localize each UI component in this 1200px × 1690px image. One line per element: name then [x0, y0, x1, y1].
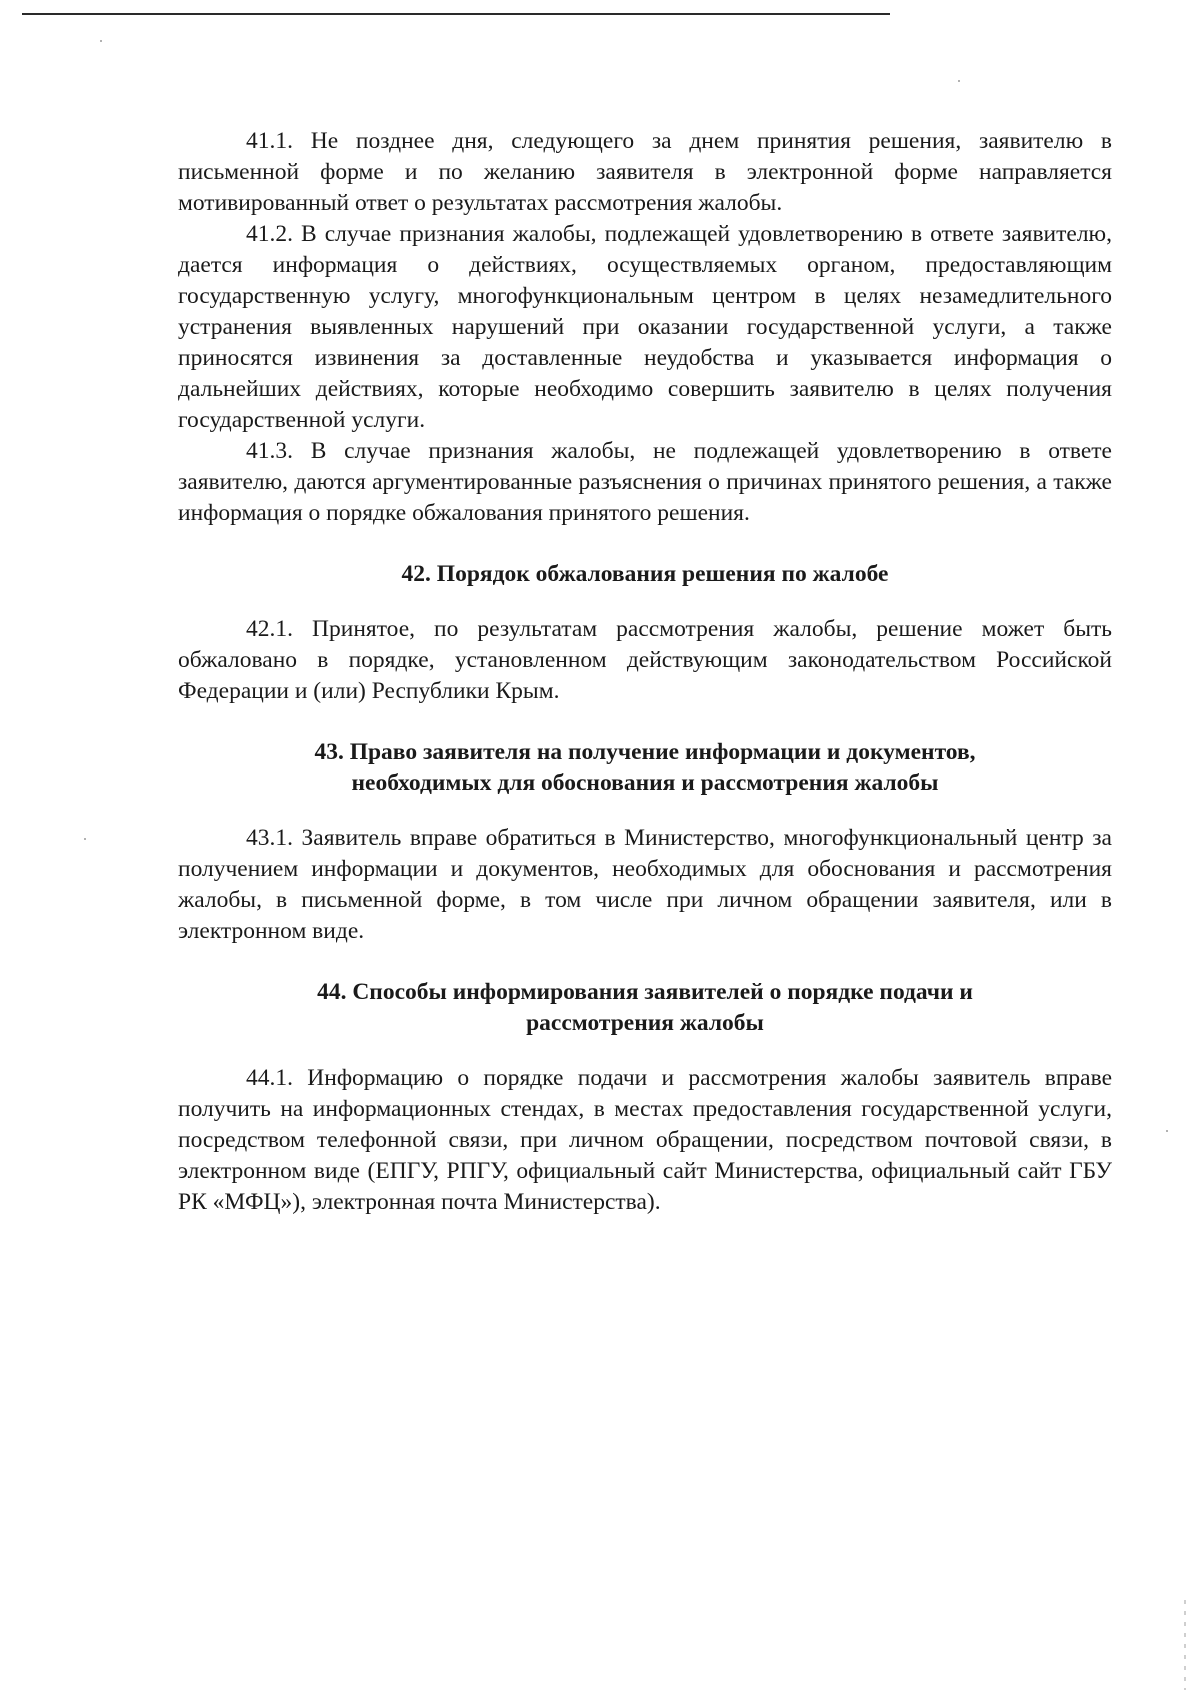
heading-43-line-1: 43. Право заявителя на получение информации и документов, — [314, 739, 976, 765]
paragraph-41-2: 41.2. В случае признания жалобы, подлежащей удовлетворению в ответе заявителю, дается информация о действиях, осуществляемых органом, предоставляющим государственную услугу, многофункциональным центром в целях незамедлительного устранения выявленных нарушений при оказании государственной услуги, а также приносятся извинения за доставленные неудобства и указывается информация о дальнейших действиях, которые необходимо совершить заявителю в целях получения государственной услуги. — [178, 221, 1112, 433]
paragraph-41-1: 41.1. Не позднее дня, следующего за днем принятия решения, заявителю в письменной форме и по желанию заявителя в электронной форме направляется мотивированный ответ о результатах рассмотрения жалобы. — [178, 128, 1112, 216]
paragraph-43-1: 43.1. Заявитель вправе обратиться в Министерство, многофункциональный центр за получением информации и документов, необходимых для обоснования и рассмотрения жалобы, в письменной форме, в том числе при личном обращении заявителя, или в электронном виде. — [178, 825, 1112, 944]
top-scan-line — [22, 13, 890, 15]
heading-43-line-2: необходимых для обоснования и рассмотрения жалобы — [351, 770, 939, 796]
scan-speck — [958, 80, 960, 82]
heading-44-line-1: 44. Способы информирования заявителей о порядке подачи и — [317, 979, 973, 1005]
heading-44-line-2: рассмотрения жалобы — [526, 1010, 764, 1036]
paragraph-44-1: 44.1. Информацию о порядке подачи и рассмотрения жалобы заявитель вправе получить на информационных стендах, в местах предоставления государственной услуги, посредством телефонной связи, при личном обращении, посредством почтовой связи, в электронном виде (ЕПГУ, РПГУ, официальный сайт Министерства, официальный сайт ГБУ РК «МФЦ»), электронная почта Министерства). — [178, 1065, 1112, 1215]
heading-section-44 — [178, 977, 1112, 1039]
heading-section-43 — [178, 737, 1112, 799]
scan-edge-marks — [1184, 1600, 1186, 1690]
paragraph-42-1: 42.1. Принятое, по результатам рассмотрения жалобы, решение может быть обжаловано в порядке, установленном действующим законодательством Российской Федерации и (или) Республики Крым. — [178, 616, 1112, 704]
scan-speck — [84, 838, 86, 840]
document-body — [178, 126, 1112, 1218]
paragraph-41-3: 41.3. В случае признания жалобы, не подлежащей удовлетворению в ответе заявителю, даются аргументированные разъяснения о причинах принятого решения, а также информация о порядке обжалования принятого решения. — [178, 438, 1112, 526]
scan-speck — [1166, 1130, 1168, 1132]
heading-section-42: 42. Порядок обжалования решения по жалобе — [401, 561, 889, 587]
scan-speck — [100, 40, 102, 42]
